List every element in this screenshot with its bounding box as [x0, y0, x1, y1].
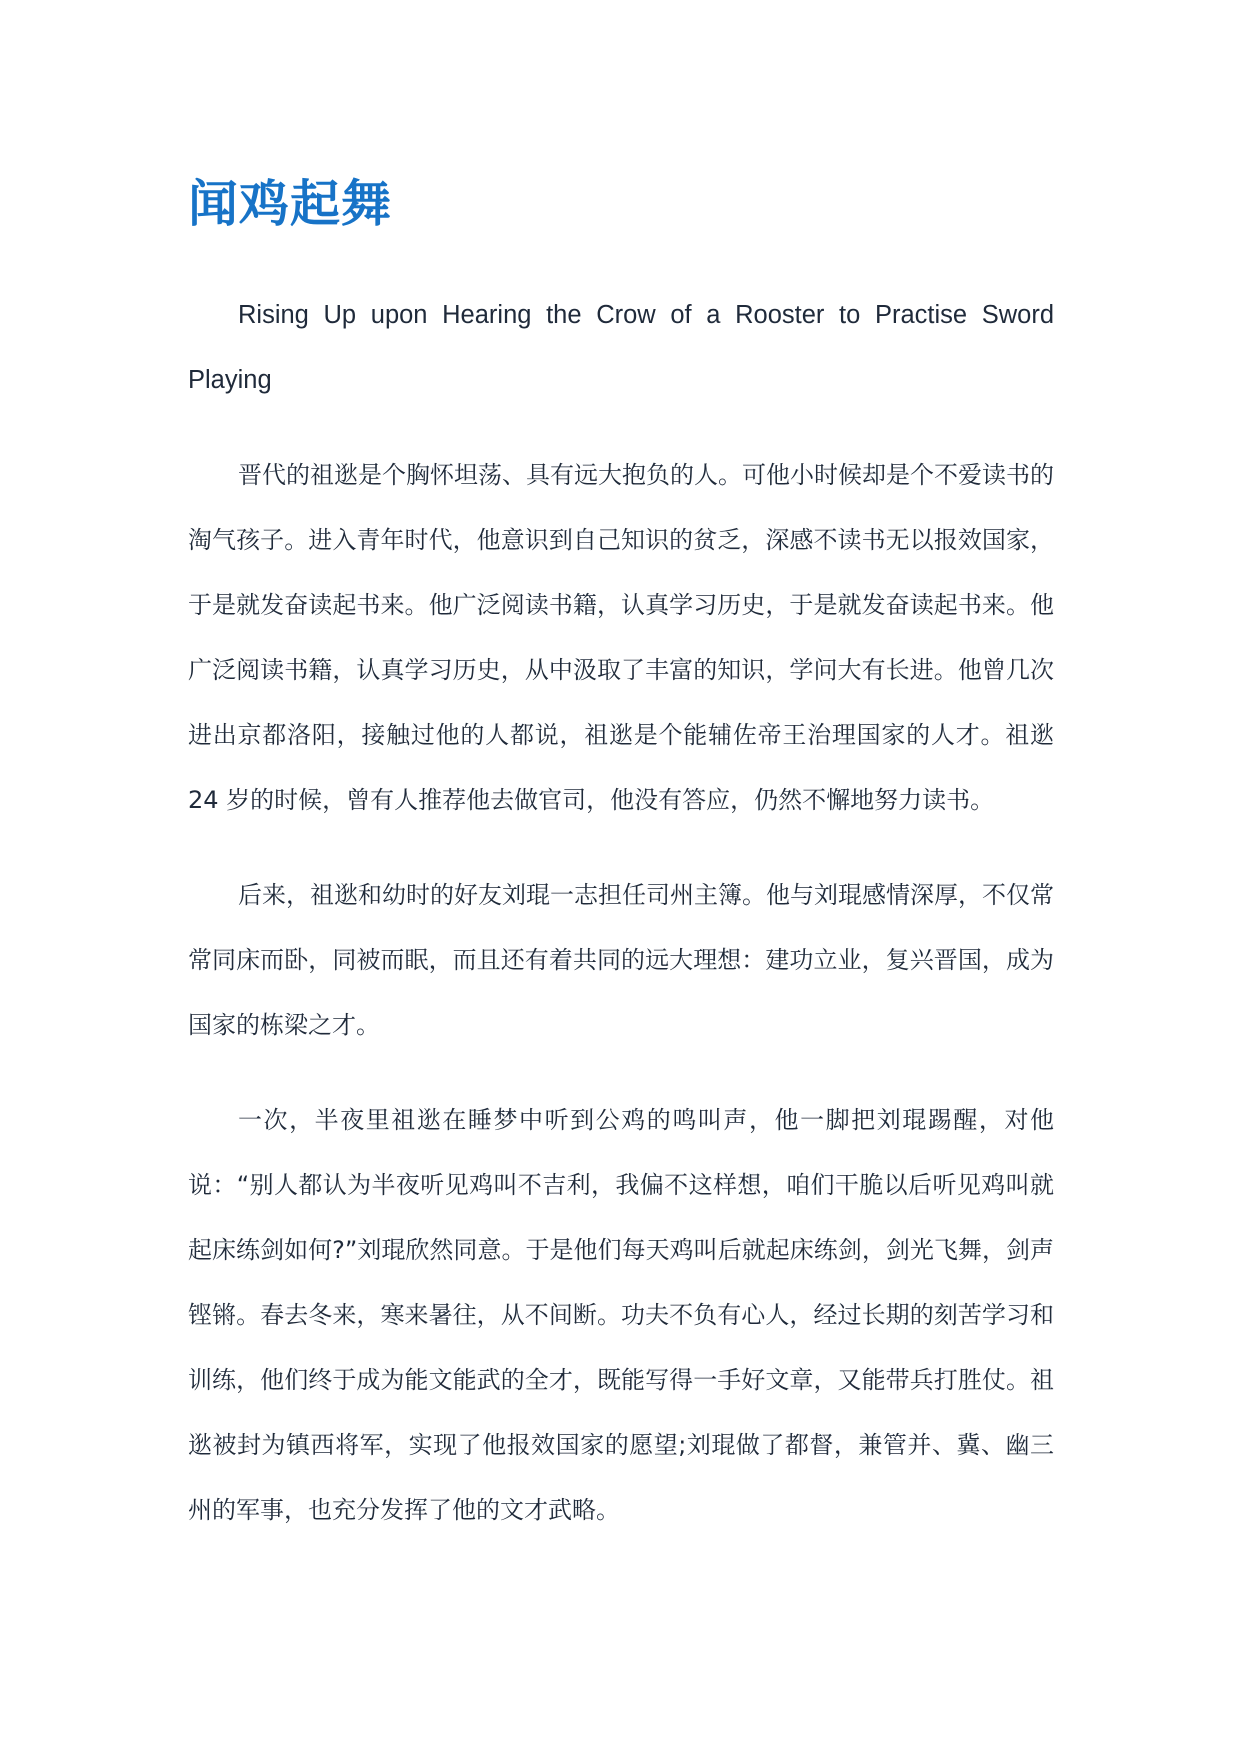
paragraph-3: 一次，半夜里祖逖在睡梦中听到公鸡的鸣叫声，他一脚把刘琨踢醒，对他说：“别人都认为半夜听见鸡叫不吉利，我偏不这样想，咱们干脆以后听见鸡叫就起床练剑如何?”刘琨欣然同意。于是他们每天鸡叫后就起床练剑，剑光飞舞，剑声铿锵。春去冬来，寒来暑往，从不间断。功夫不负有心人，经过长期的刻苦学习和训练，他们终于成为能文能武的全才，既能写得一手好文章，又能带兵打胜仗。祖逖被封为镇西将军，实现了他报效国家的愿望;刘琨做了都督，兼管并、冀、幽三州的军事，也充分发挥了他的文才武略。	[188, 1106, 1054, 1524]
document-body	[188, 170, 1054, 1543]
paragraph-1: 晋代的祖逖是个胸怀坦荡、具有远大抱负的人。可他小时候却是个不爱读书的淘气孩子。进入青年时代，他意识到自己知识的贫乏，深感不读书无以报效国家，于是就发奋读起书来。他广泛阅读书籍，认真学习历史，于是就发奋读起书来。他广泛阅读书籍，认真学习历史，从中汲取了丰富的知识，学问大有长进。他曾几次进出京都洛阳，接触过他的人都说，祖逖是个能辅佐帝王治理国家的人才。祖逖 24 岁的时候，曾有人推荐他去做官司，他没有答应，仍然不懈地努力读书。	[188, 461, 1054, 814]
english-subtitle: Rising Up upon Hearing the Crow of a Rooster to Practise Sword Playing	[188, 301, 1054, 394]
paragraph-2: 后来，祖逖和幼时的好友刘琨一志担任司州主簿。他与刘琨感情深厚，不仅常常同床而卧，同被而眠，而且还有着共同的远大理想：建功立业，复兴晋国，成为国家的栋梁之才。	[188, 881, 1054, 1039]
page-title: 闻鸡起舞	[188, 175, 392, 233]
